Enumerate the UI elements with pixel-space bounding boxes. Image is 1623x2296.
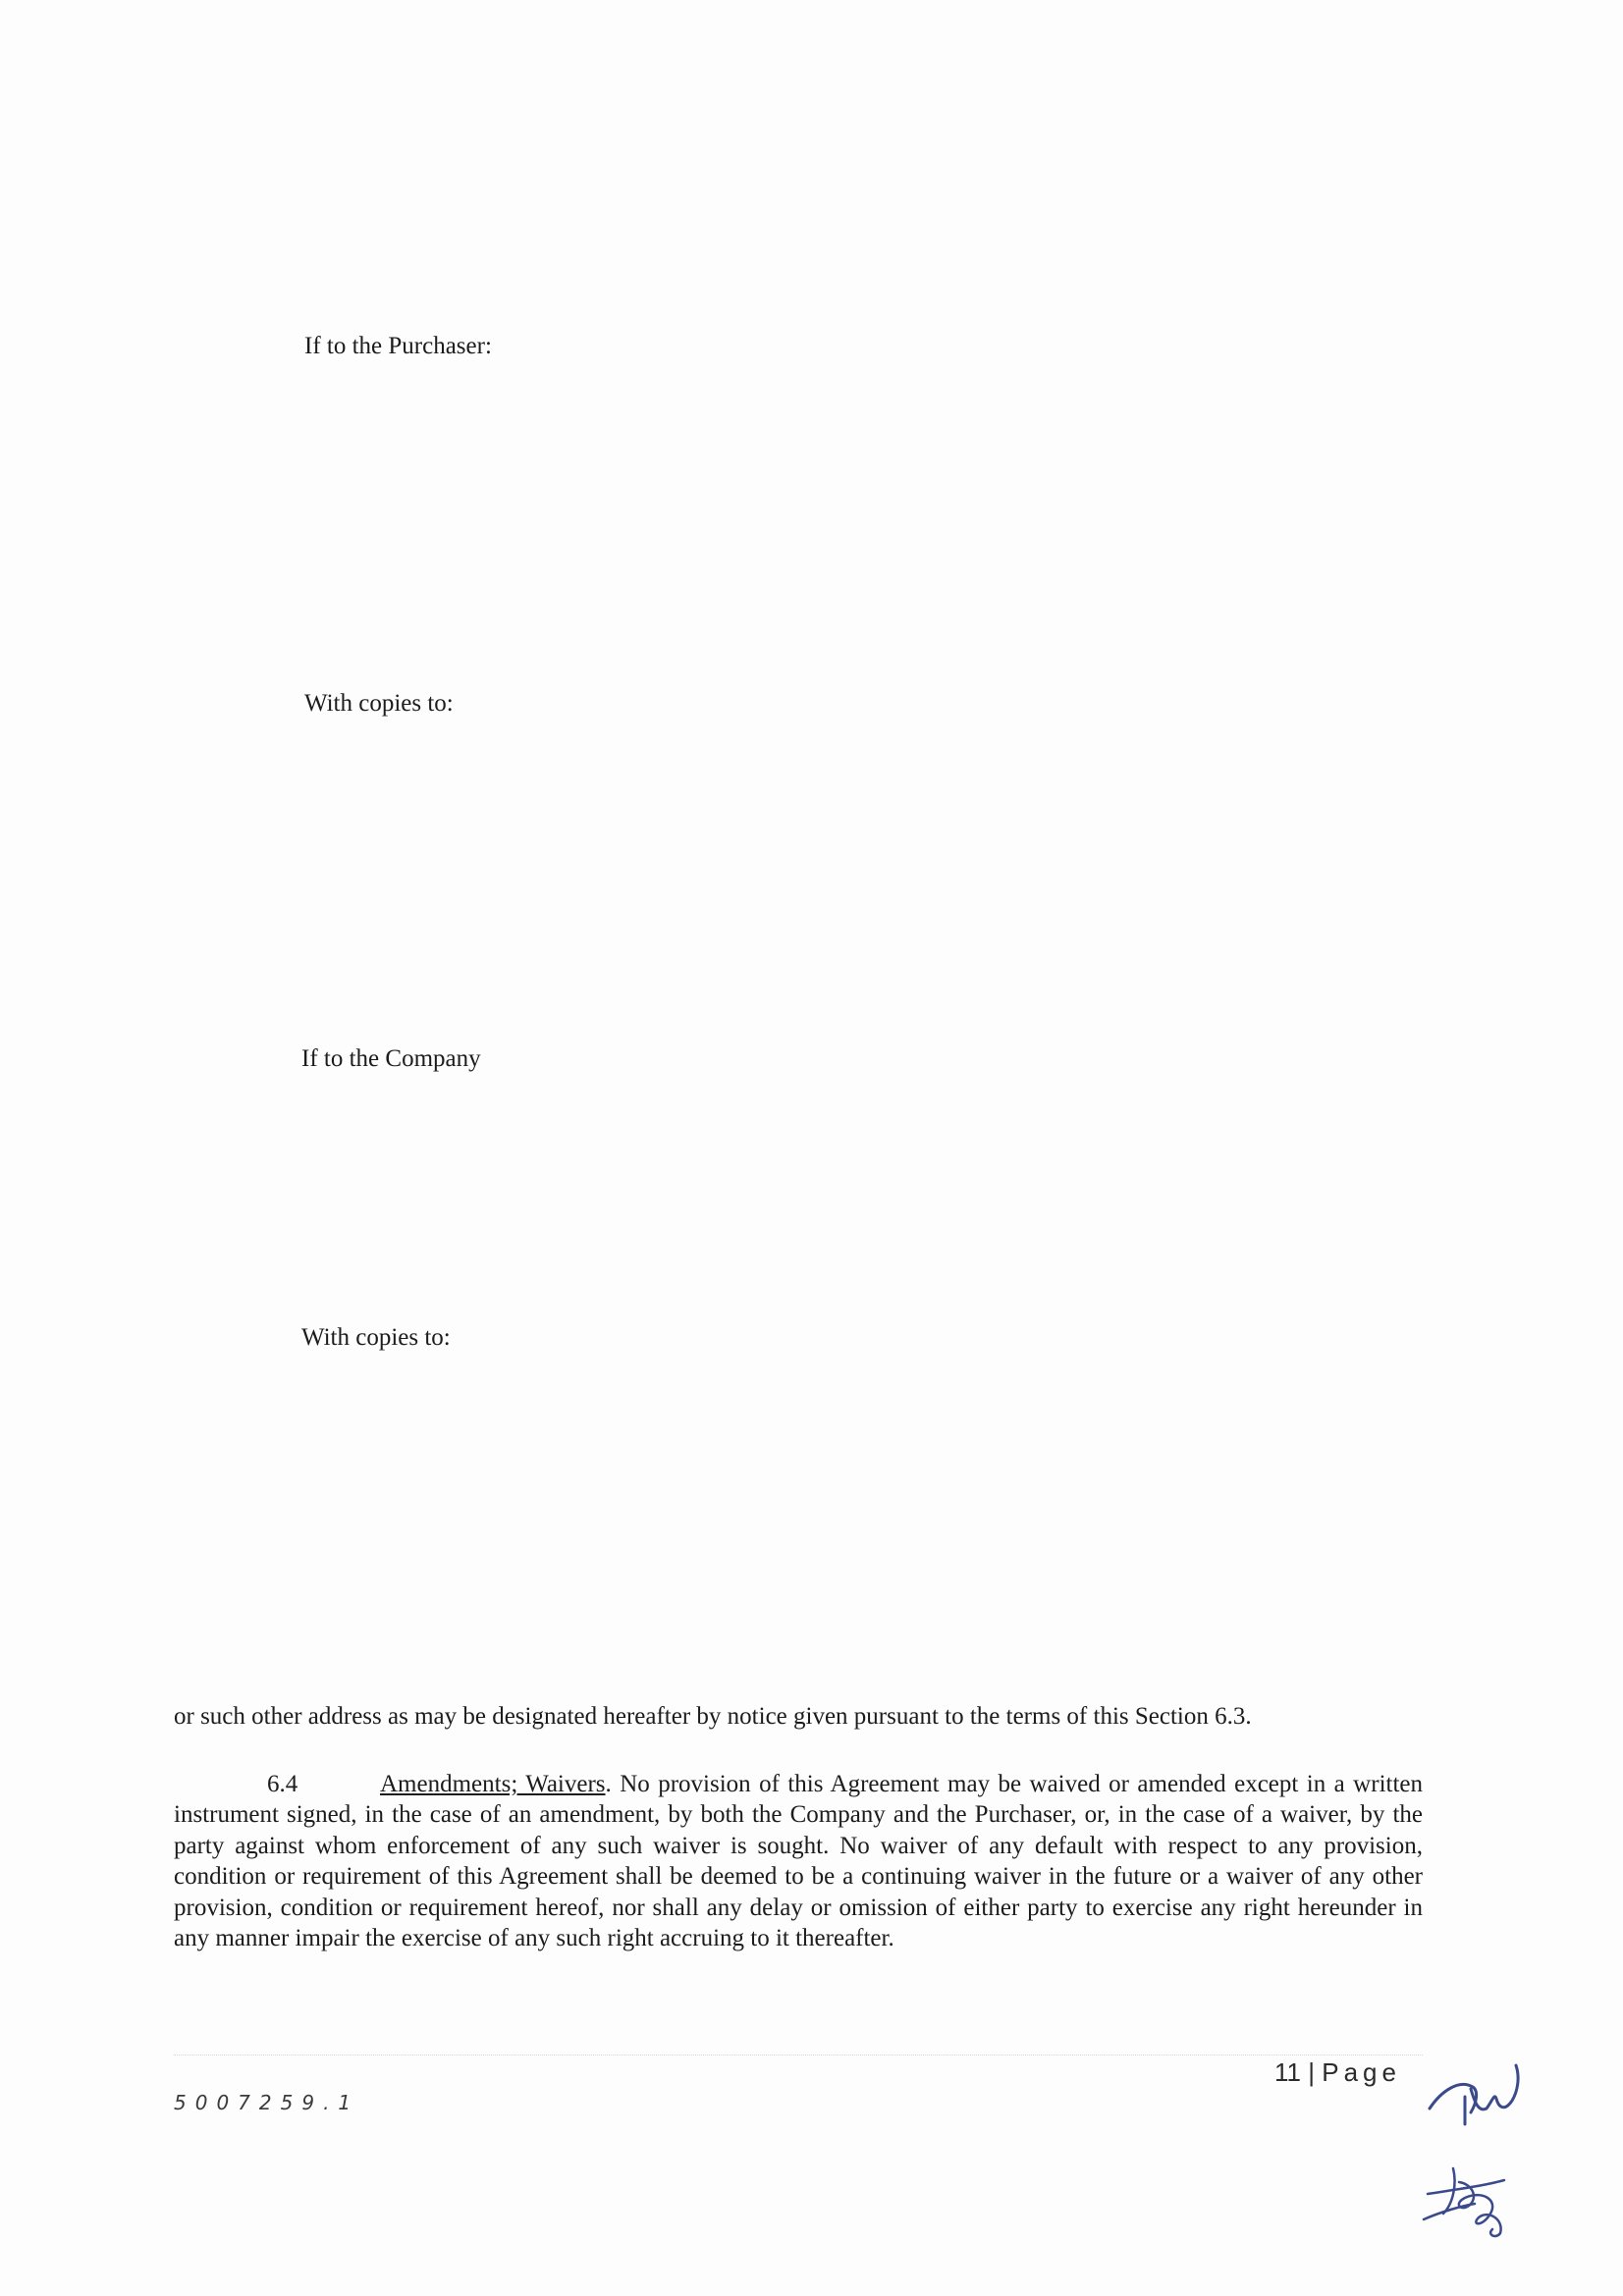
notice-purchaser-label: If to the Purchaser: bbox=[304, 333, 492, 359]
section-6-4-paragraph bbox=[174, 1769, 1423, 1953]
document-id: 5007259.1 bbox=[174, 2091, 360, 2114]
section-heading: Amendments; Waivers bbox=[380, 1771, 606, 1797]
notice-purchaser-copies-label: With copies to: bbox=[304, 690, 454, 717]
notice-company-copies-label: With copies to: bbox=[301, 1324, 451, 1351]
footer-divider bbox=[174, 2055, 1423, 2056]
page-number bbox=[1274, 2057, 1401, 2088]
page-number-value: 11 bbox=[1274, 2057, 1301, 2087]
page-separator: | bbox=[1308, 2057, 1315, 2087]
section-body: . No provision of this Agreement may be waived or amended except in a written instrument signed, in the case of an amendment, by both the Company and the Purchaser, or, in the case of a waiver, by the party against whom enforcement of any such waiver is sought. No waiver of any default with respect to any provision, condition or requirement of this Agreement shall be deemed to be a continuing waiver in the future or a waiver of any other provision, condition or requirement hereof, nor shall any delay or omission of either party to exercise any right hereunder in any manner impair the exercise of any such right accruing to it thereafter. bbox=[174, 1771, 1423, 1952]
page-word: Page bbox=[1322, 2057, 1401, 2087]
handwritten-initials-signature bbox=[1422, 2052, 1530, 2130]
address-clause: or such other address as may be designated hereafter by notice given pursuant to the terms of this Section 6.3. bbox=[174, 1703, 1252, 1730]
section-number: 6.4 bbox=[267, 1771, 298, 1797]
handwritten-initials-second bbox=[1414, 2155, 1522, 2243]
notice-company-label: If to the Company bbox=[301, 1045, 481, 1072]
